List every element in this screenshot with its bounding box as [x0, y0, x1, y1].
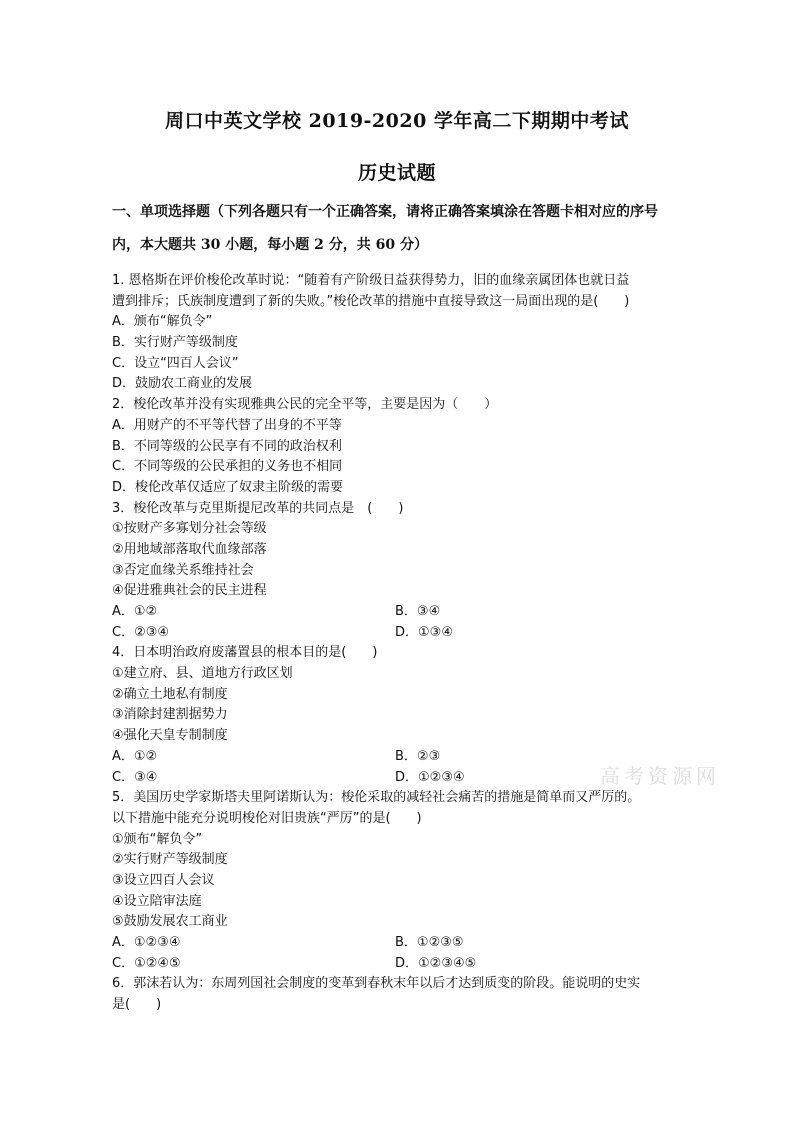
answer-option: B．②③ — [395, 748, 441, 764]
answer-option: D．鼓励农工商业的发展 — [112, 376, 253, 392]
statement-item: ④强化天皇专制制度 — [112, 728, 228, 744]
question-6 — [112, 974, 702, 1015]
section-heading-line-1: 一、单项选择题（下列各题只有一个正确答案，请将正确答案填涂在答题卡相对应的序号 — [112, 204, 658, 220]
statement-item: ②用地域部落取代血缘部落 — [112, 541, 267, 557]
question-stem-line: 以下措施中能充分说明梭伦对旧贵族“严厉”的是( ) — [112, 810, 422, 826]
exam-title: 周口中英文学校 2019-2020 学年高二下期期中考试 — [165, 110, 629, 132]
answer-option: D．①②③④⑤ — [395, 955, 477, 971]
statement-item: ③否定血缘关系维持社会 — [112, 562, 254, 578]
answer-option-row — [112, 954, 702, 975]
question-3 — [112, 499, 702, 644]
question-5 — [112, 788, 702, 974]
answer-option-row — [112, 602, 702, 623]
statement-item: ④促进雅典社会的民主进程 — [112, 583, 267, 599]
answer-option: D．①③④ — [395, 624, 453, 640]
statement-item: ③消除封建割据势力 — [112, 707, 228, 723]
question-stem-line: 6．郭沫若认为：东周列国社会制度的变革到春秋末年以后才达到质变的阶段。能说明的史实 — [112, 976, 641, 992]
answer-option: D．梭伦改革仅适应了奴隶主阶级的需要 — [112, 479, 344, 495]
question-stem-line: 遭到排斥；氏族制度遭到了新的失败。”梭伦改革的措施中直接导致这一局面出现的是( ) — [112, 293, 630, 309]
question-stem-line: 2．梭伦改革并没有实现雅典公民的完全平等，主要是因为（ ） — [112, 397, 498, 413]
answer-option: C．②③④ — [112, 624, 170, 640]
watermark: 高考资源网 — [600, 764, 720, 788]
answer-option-row — [112, 623, 702, 644]
statement-item: ⑤鼓励发展农工商业 — [112, 914, 228, 930]
question-stem-line: 5．美国历史学家斯塔夫里阿诺斯认为：梭伦采取的减轻社会痛苦的措施是简单而又严厉的。 — [112, 790, 641, 806]
question-stem-line: 1. 恩格斯在评价梭伦改革时说：“随着有产阶级日益获得势力，旧的血缘亲属团体也就日益 — [112, 273, 630, 288]
questions-body — [112, 271, 702, 1016]
question-2 — [112, 395, 702, 498]
question-1 — [112, 271, 702, 395]
answer-option: B．③④ — [395, 604, 441, 619]
question-stem-line: 3．梭伦改革与克里斯提尼改革的共同点是 ( ) — [112, 500, 404, 516]
statement-item: ①按财产多寡划分社会等级 — [112, 521, 267, 537]
answer-option: C．③④ — [112, 769, 158, 785]
answer-option: A．①②③④ — [112, 935, 181, 950]
answer-option: B．不同等级的公民享有不同的政治权利 — [112, 438, 342, 454]
statement-item: ①颁布“解负令” — [112, 831, 203, 847]
answer-option: A．①② — [112, 604, 158, 619]
section-heading-line-2: 内，本大题共 30 小题，每小题 2 分，共 60 分） — [112, 237, 428, 253]
answer-option: C．不同等级的公民承担的义务也不相同 — [112, 459, 343, 475]
answer-option: A．颁布“解负令” — [112, 314, 213, 330]
statement-item: ④设立陪审法庭 — [112, 893, 202, 909]
answer-option: A．用财产的不平等代替了出身的不平等 — [112, 417, 342, 433]
statement-item: ②确立土地私有制度 — [112, 686, 228, 702]
statement-item: ②实行财产等级制度 — [112, 852, 228, 868]
statement-item: ③设立四百人会议 — [112, 872, 215, 888]
answer-option: A．①② — [112, 748, 158, 764]
question-stem-line: 4．日本明治政府废藩置县的根本目的是( ) — [112, 645, 378, 661]
answer-option: D．①②③④ — [395, 769, 465, 785]
answer-option: B．①②③⑤ — [395, 935, 464, 950]
answer-option-row — [112, 933, 702, 954]
answer-option: B．实行财产等级制度 — [112, 335, 238, 351]
statement-item: ①建立府、县、道地方行政区划 — [112, 666, 293, 682]
answer-option: C．设立“四百人会议” — [112, 355, 239, 371]
answer-option: C．①②④⑤ — [112, 955, 181, 971]
question-stem-line: 是( ) — [112, 997, 162, 1013]
exam-subtitle: 历史试题 — [357, 162, 436, 184]
